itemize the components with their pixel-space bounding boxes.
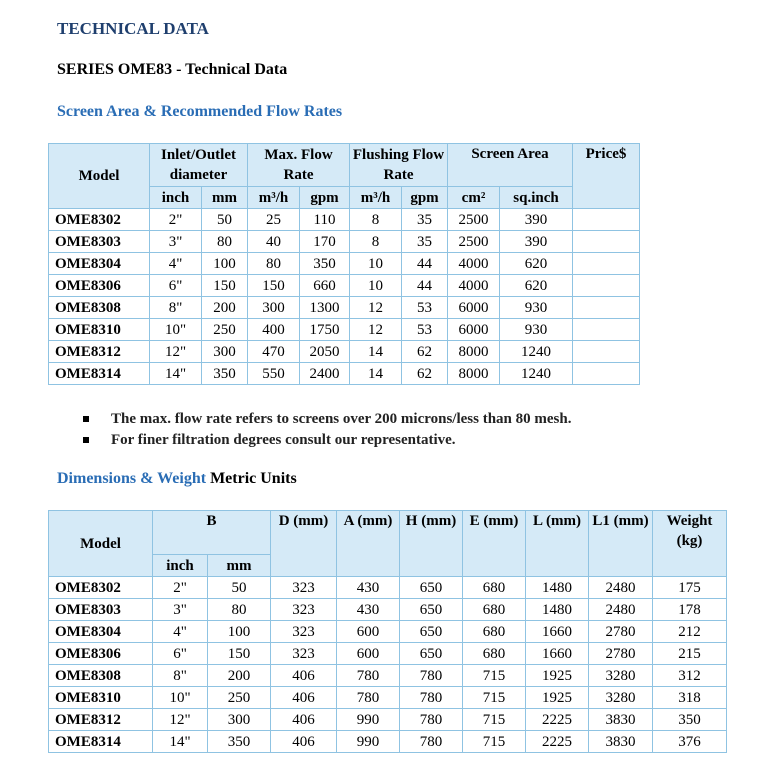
header-screen-area: Screen Area [448,144,573,187]
model-cell: OME8312 [49,341,150,363]
b-mm-cell: 250 [208,687,271,709]
unit-cm2: cm² [448,187,500,209]
inlet-inch-cell: 2" [150,209,202,231]
weight-cell: 312 [653,665,727,687]
dimensions-table [48,510,727,753]
flow-rate-table [48,143,640,385]
b-mm-cell: 100 [208,621,271,643]
table-row [49,275,640,297]
weight-cell: 175 [653,577,727,599]
flush-gpm-cell: 53 [402,297,448,319]
flush-m3h-cell: 14 [350,341,402,363]
e-cell: 680 [463,621,526,643]
model-cell: OME8308 [49,297,150,319]
l1-cell: 3830 [589,709,653,731]
table-row [49,599,727,621]
model-cell: OME8302 [49,209,150,231]
l-cell: 1660 [526,621,589,643]
l1-cell: 3280 [589,665,653,687]
a-cell: 430 [337,599,400,621]
model-cell: OME8310 [49,687,153,709]
max-gpm-cell: 170 [300,231,350,253]
weight-cell: 215 [653,643,727,665]
inlet-mm-cell: 350 [202,363,248,385]
screen-cm2-cell: 6000 [448,297,500,319]
unit-mm: mm [208,555,271,577]
flush-gpm-cell: 44 [402,275,448,297]
h-cell: 780 [400,709,463,731]
notes-list [83,409,571,451]
screen-cm2-cell: 8000 [448,341,500,363]
price-cell [573,341,640,363]
b-mm-cell: 150 [208,643,271,665]
screen-cm2-cell: 4000 [448,275,500,297]
table-row [49,665,727,687]
d-cell: 406 [271,731,337,753]
unit-inch: inch [150,187,202,209]
inlet-inch-cell: 10" [150,319,202,341]
header-flushing-flow: Flushing Flow Rate [350,144,448,187]
inlet-mm-cell: 80 [202,231,248,253]
b-inch-cell: 8" [153,665,208,687]
flush-gpm-cell: 35 [402,231,448,253]
price-cell [573,209,640,231]
table-row [49,341,640,363]
a-cell: 430 [337,577,400,599]
header-e: E (mm) [463,511,526,577]
inlet-inch-cell: 12" [150,341,202,363]
inlet-inch-cell: 6" [150,275,202,297]
inlet-inch-cell: 3" [150,231,202,253]
inlet-inch-cell: 4" [150,253,202,275]
header-weight: Weight (kg) [653,511,727,577]
unit-flush-gpm: gpm [402,187,448,209]
b-inch-cell: 3" [153,599,208,621]
max-gpm-cell: 660 [300,275,350,297]
table-row [49,253,640,275]
bullet-square-icon [83,416,89,422]
e-cell: 715 [463,731,526,753]
a-cell: 990 [337,731,400,753]
l-cell: 1660 [526,643,589,665]
l-cell: 1480 [526,577,589,599]
model-cell: OME8303 [49,599,153,621]
list-item [83,409,571,430]
max-gpm-cell: 2050 [300,341,350,363]
weight-cell: 212 [653,621,727,643]
b-mm-cell: 80 [208,599,271,621]
l-cell: 1925 [526,665,589,687]
price-cell [573,231,640,253]
header-model: Model [49,144,150,209]
unit-max-gpm: gpm [300,187,350,209]
l1-cell: 2480 [589,577,653,599]
model-cell: OME8312 [49,709,153,731]
flush-m3h-cell: 10 [350,275,402,297]
dimensions-heading [57,470,297,488]
flush-m3h-cell: 8 [350,231,402,253]
table-row [49,319,640,341]
l1-cell: 2480 [589,599,653,621]
screen-sqinch-cell: 1240 [500,341,573,363]
header-b: B [153,511,271,555]
header-price: Price$ [573,144,640,209]
d-cell: 406 [271,709,337,731]
h-cell: 650 [400,599,463,621]
flush-gpm-cell: 35 [402,209,448,231]
price-cell [573,253,640,275]
series-title: SERIES OME83 - Technical Data [57,61,288,78]
model-cell: OME8304 [49,253,150,275]
screen-sqinch-cell: 390 [500,231,573,253]
b-inch-cell: 10" [153,687,208,709]
bullet-square-icon [83,437,89,443]
table-row [49,731,727,753]
a-cell: 990 [337,709,400,731]
screen-area-heading: Screen Area & Recommended Flow Rates [57,103,343,120]
screen-cm2-cell: 6000 [448,319,500,341]
screen-cm2-cell: 2500 [448,231,500,253]
b-inch-cell: 4" [153,621,208,643]
a-cell: 600 [337,643,400,665]
weight-cell: 318 [653,687,727,709]
a-cell: 600 [337,621,400,643]
model-cell: OME8302 [49,577,153,599]
unit-max-m3h: m³/h [248,187,300,209]
header-model: Model [49,511,153,577]
table-row [49,643,727,665]
table-row [49,687,727,709]
e-cell: 680 [463,643,526,665]
e-cell: 680 [463,599,526,621]
h-cell: 780 [400,665,463,687]
table-row [49,231,640,253]
flush-m3h-cell: 12 [350,297,402,319]
flush-gpm-cell: 62 [402,363,448,385]
model-cell: OME8306 [49,643,153,665]
e-cell: 715 [463,687,526,709]
screen-cm2-cell: 8000 [448,363,500,385]
model-cell: OME8314 [49,363,150,385]
d-cell: 406 [271,687,337,709]
inlet-mm-cell: 100 [202,253,248,275]
b-mm-cell: 50 [208,577,271,599]
b-mm-cell: 200 [208,665,271,687]
inlet-mm-cell: 300 [202,341,248,363]
l1-cell: 2780 [589,643,653,665]
b-inch-cell: 2" [153,577,208,599]
flush-m3h-cell: 14 [350,363,402,385]
weight-cell: 178 [653,599,727,621]
l-cell: 2225 [526,709,589,731]
page-heading: TECHNICAL DATA [57,19,209,38]
max-m3h-cell: 25 [248,209,300,231]
dimensions-heading-label: Dimensions & Weight [57,470,207,487]
header-a: A (mm) [337,511,400,577]
table-row [49,209,640,231]
inlet-mm-cell: 50 [202,209,248,231]
b-inch-cell: 14" [153,731,208,753]
d-cell: 323 [271,643,337,665]
a-cell: 780 [337,665,400,687]
note-text: The max. flow rate refers to screens over 200 microns/less than 80 mesh. [111,411,572,427]
l1-cell: 3830 [589,731,653,753]
h-cell: 650 [400,621,463,643]
b-mm-cell: 350 [208,731,271,753]
header-l1: L1 (mm) [589,511,653,577]
h-cell: 780 [400,687,463,709]
dimensions-heading-suffix: Metric Units [210,470,297,487]
header-d: D (mm) [271,511,337,577]
list-item [83,430,571,451]
table-row [49,297,640,319]
table-row [49,363,640,385]
l1-cell: 3280 [589,687,653,709]
l1-cell: 2780 [589,621,653,643]
d-cell: 406 [271,665,337,687]
d-cell: 323 [271,621,337,643]
a-cell: 780 [337,687,400,709]
screen-sqinch-cell: 390 [500,209,573,231]
b-mm-cell: 300 [208,709,271,731]
screen-sqinch-cell: 620 [500,275,573,297]
header-l: L (mm) [526,511,589,577]
flush-m3h-cell: 10 [350,253,402,275]
h-cell: 780 [400,731,463,753]
header-inlet-outlet: Inlet/Outlet diameter [150,144,248,187]
e-cell: 715 [463,665,526,687]
max-m3h-cell: 80 [248,253,300,275]
model-cell: OME8314 [49,731,153,753]
model-cell: OME8310 [49,319,150,341]
table-row [49,577,727,599]
max-m3h-cell: 470 [248,341,300,363]
screen-cm2-cell: 2500 [448,209,500,231]
model-cell: OME8306 [49,275,150,297]
e-cell: 680 [463,577,526,599]
price-cell [573,363,640,385]
max-gpm-cell: 110 [300,209,350,231]
price-cell [573,297,640,319]
inlet-mm-cell: 200 [202,297,248,319]
unit-sqinch: sq.inch [500,187,573,209]
screen-sqinch-cell: 930 [500,319,573,341]
screen-cm2-cell: 4000 [448,253,500,275]
flush-gpm-cell: 53 [402,319,448,341]
d-cell: 323 [271,599,337,621]
max-gpm-cell: 350 [300,253,350,275]
model-cell: OME8303 [49,231,150,253]
inlet-inch-cell: 14" [150,363,202,385]
header-h: H (mm) [400,511,463,577]
table-row [49,709,727,731]
inlet-mm-cell: 250 [202,319,248,341]
screen-sqinch-cell: 620 [500,253,573,275]
weight-cell: 376 [653,731,727,753]
e-cell: 715 [463,709,526,731]
price-cell [573,319,640,341]
max-m3h-cell: 550 [248,363,300,385]
weight-cell: 350 [653,709,727,731]
b-inch-cell: 12" [153,709,208,731]
flush-gpm-cell: 62 [402,341,448,363]
inlet-inch-cell: 8" [150,297,202,319]
max-gpm-cell: 2400 [300,363,350,385]
max-m3h-cell: 40 [248,231,300,253]
d-cell: 323 [271,577,337,599]
screen-sqinch-cell: 1240 [500,363,573,385]
l-cell: 2225 [526,731,589,753]
max-m3h-cell: 150 [248,275,300,297]
model-cell: OME8304 [49,621,153,643]
flush-m3h-cell: 8 [350,209,402,231]
model-cell: OME8308 [49,665,153,687]
screen-sqinch-cell: 930 [500,297,573,319]
unit-mm: mm [202,187,248,209]
flush-gpm-cell: 44 [402,253,448,275]
note-text: For finer filtration degrees consult our representative. [111,432,456,448]
price-cell [573,275,640,297]
header-max-flow: Max. Flow Rate [248,144,350,187]
inlet-mm-cell: 150 [202,275,248,297]
l-cell: 1925 [526,687,589,709]
table-row [49,621,727,643]
max-m3h-cell: 400 [248,319,300,341]
unit-inch: inch [153,555,208,577]
unit-flush-m3h: m³/h [350,187,402,209]
b-inch-cell: 6" [153,643,208,665]
l-cell: 1480 [526,599,589,621]
max-gpm-cell: 1300 [300,297,350,319]
h-cell: 650 [400,643,463,665]
h-cell: 650 [400,577,463,599]
max-gpm-cell: 1750 [300,319,350,341]
max-m3h-cell: 300 [248,297,300,319]
flush-m3h-cell: 12 [350,319,402,341]
